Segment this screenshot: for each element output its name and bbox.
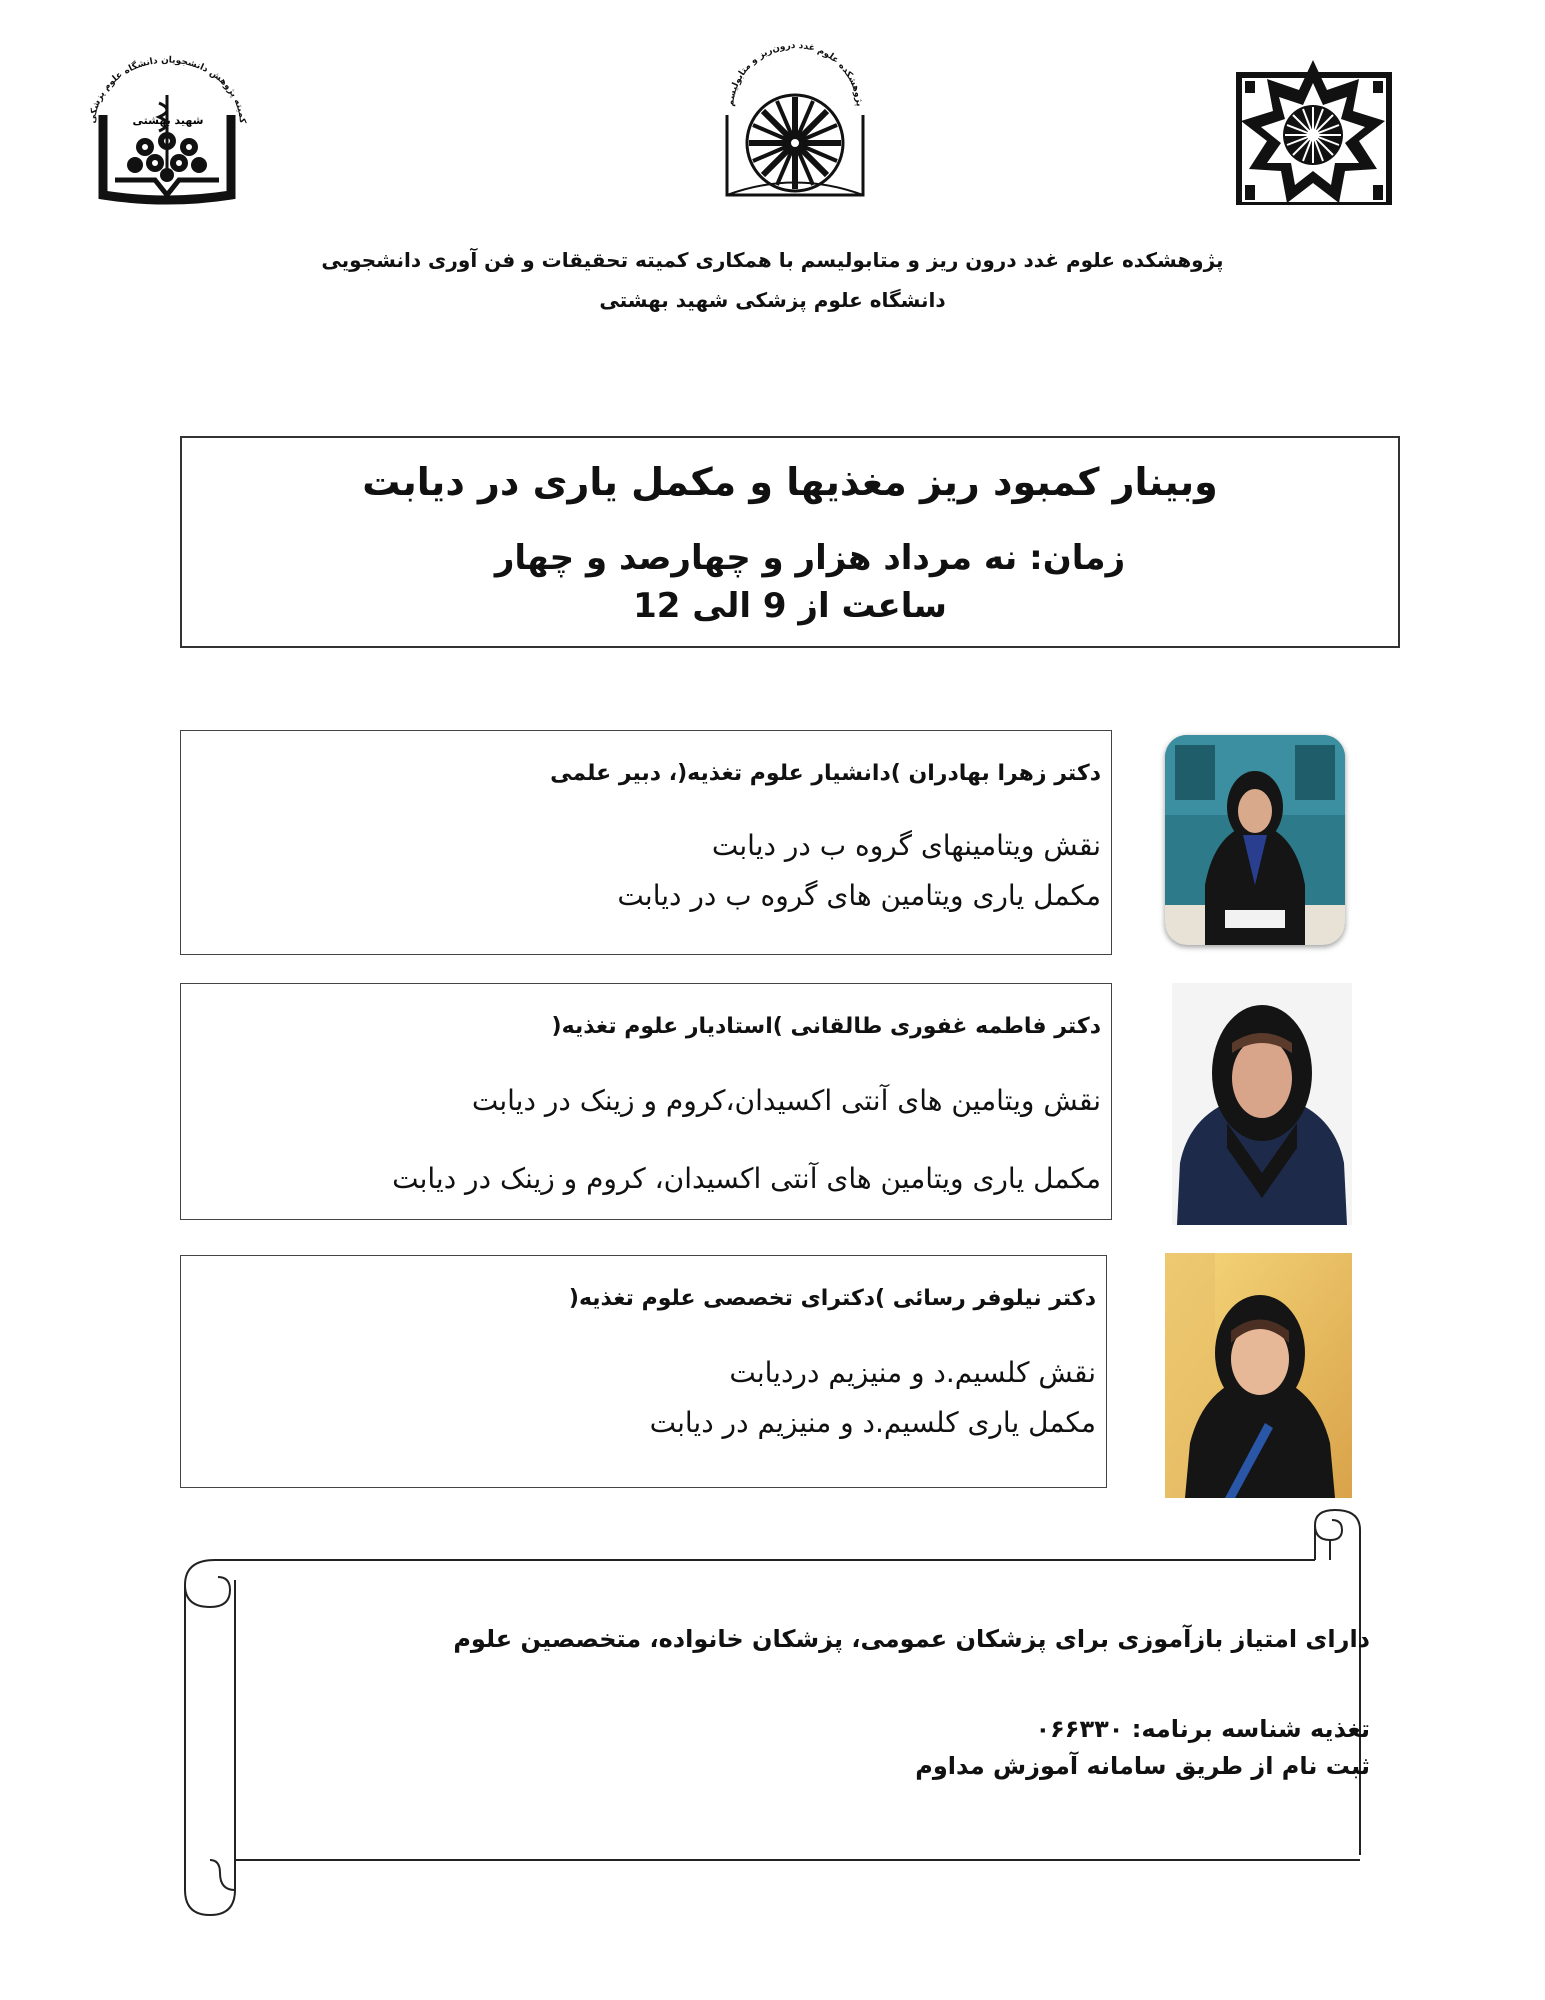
header-organizer-line: پژوهشکده علوم غدد درون ریز و متابولیسم با همکاری کمیته تحقیقات و فن آوری دانشجویی xyxy=(321,248,1224,272)
speaker-1-topic-1: نقش ویتامینهای گروه ب در دیابت xyxy=(711,829,1101,862)
speaker-3-photo xyxy=(1165,1253,1352,1498)
header-university-line: دانشگاه علوم پزشکی شهید بهشتی xyxy=(599,288,946,312)
cme-credit-text: دارای امتیاز بازآموزی برای پزشکان عمومی، پزشکان خانواده، متخصصین علوم xyxy=(453,1625,1370,1653)
center-logo-arc-text: پژوهشکده علوم غدد درون‌ریز و متابولیسم xyxy=(726,40,864,107)
speaker-card-1 xyxy=(180,730,1112,955)
speaker-3-topic-2: مکمل یاری کلسیم.د و منیزیم در دیابت xyxy=(649,1406,1096,1439)
left-logo-arc-text: کمیته پژوهش دانشجویان دانشگاه علوم پزشکی xyxy=(87,55,248,124)
speaker-2-topic-1: نقش ویتامین های آنتی اکسیدان،کروم و زینک در دیابت xyxy=(471,1084,1101,1117)
webinar-title-box xyxy=(180,436,1400,648)
sbmu-university-logo xyxy=(1225,35,1400,220)
webinar-title: وبینار کمبود ریز مغذیها و مکمل یاری در دیابت xyxy=(362,460,1218,504)
speaker-card-2 xyxy=(180,983,1112,1220)
speaker-card-3 xyxy=(180,1255,1107,1488)
speaker-1-name: دکتر زهرا بهادران )دانشیار علوم تغذیه(، دبیر علمی xyxy=(550,761,1101,786)
speaker-1-topic-2: مکمل یاری ویتامین های گروه ب در دیابت xyxy=(617,879,1101,912)
speaker-3-topic-1: نقش کلسیم.د و منیزیم دردیابت xyxy=(729,1356,1096,1389)
student-research-committee-logo xyxy=(85,55,250,210)
speaker-1-photo xyxy=(1165,735,1345,945)
speaker-2-topic-2: مکمل یاری ویتامین های آنتی اکسیدان، کروم و زینک در دیابت xyxy=(392,1162,1101,1195)
speaker-2-photo xyxy=(1172,983,1352,1225)
webinar-time: ساعت از 9 الی 12 xyxy=(633,586,947,626)
endocrine-institute-logo xyxy=(715,35,875,205)
left-logo-name: شهید بهشتی xyxy=(132,114,204,127)
speaker-3-name: دکتر نیلوفر رسائی )دکترای تخصصی علوم تغذیه( xyxy=(568,1286,1096,1311)
webinar-date: زمان: نه مرداد هزار و چهارصد و چهار xyxy=(494,538,1126,578)
registration-text: ثبت نام از طریق سامانه آموزش مداوم xyxy=(915,1752,1370,1780)
info-scroll xyxy=(170,1505,1380,1920)
speaker-2-name: دکتر فاطمه غفوری طالقانی )استادیار علوم تغذیه( xyxy=(551,1014,1101,1039)
program-id-text: تغذیه شناسه برنامه: ۰۶۶۳۳۰ xyxy=(1035,1715,1370,1743)
